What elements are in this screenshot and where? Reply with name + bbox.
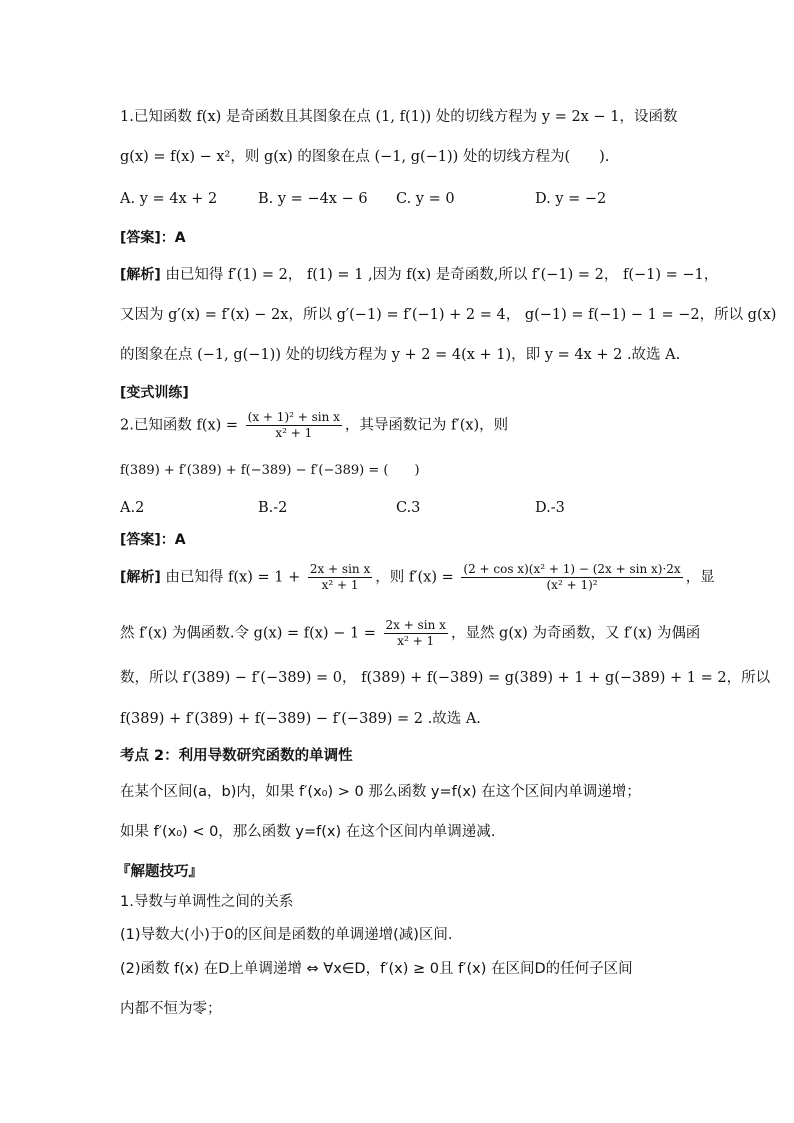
q2-fraction-numerator: (x + 1)² + sin x <box>247 410 340 424</box>
q2-solution-fraction-3-numerator: 2x + sin x <box>385 618 446 632</box>
q1-solution-line-1 <box>120 265 718 285</box>
variant-training-label: [变式训练] <box>120 385 189 401</box>
q2-answer: [答案]：A <box>120 532 186 548</box>
tips-heading: 『解题技巧』 <box>116 864 203 880</box>
q1-solution-line-3: 的图象在点 (−1, g(−1)) 处的切线方程为 y + 2 = 4(x + 1)，即 y = 4x + 2 .故选 A. <box>120 347 681 363</box>
q2-option-c: C.3 <box>396 500 421 516</box>
q2-solution-1-mid: ，则 f′(x) = <box>375 569 459 586</box>
q2-solution-1-post: ，显 <box>685 569 715 586</box>
q2-solution-fraction-1 <box>308 562 372 593</box>
q2-solution-fraction-2-numerator: (2 + cos x)(x² + 1) − (2x + sin x)·2x <box>463 562 681 576</box>
q2-solution-line-2 <box>120 618 700 649</box>
q2-solution-fraction-2 <box>461 562 682 593</box>
q2-solution-label: [解析] <box>120 569 161 586</box>
q2-solution-fraction-1-numerator: 2x + sin x <box>309 562 371 576</box>
q2-solution-1-pre: 由已知得 f(x) = 1 + <box>160 569 305 586</box>
q2-fraction-denominator: x² + 1 <box>275 426 313 440</box>
q1-answer: [答案]：A <box>120 230 186 246</box>
q2-solution-line-3: 数，所以 f′(389) − f′(−389) = 0， f(389) + f(−389) = g(389) + 1 + g(−389) + 1 = 2，所以 <box>120 670 771 686</box>
section-line-2: 如果 f′(x₀) < 0，那么函数 y=f(x) 在这个区间内单调递减. <box>120 824 496 840</box>
q2-solution-line-1 <box>120 562 715 593</box>
q1-option-d: D. y = −2 <box>535 191 607 207</box>
q2-line-1-pre: 2.已知函数 f(x) = <box>120 417 243 434</box>
q1-solution-line-2: 又因为 g′(x) = f′(x) − 2x，所以 g′(−1) = f′(−1) + 2 = 4， g(−1) = f(−1) − 1 = −2，所以 g(x) <box>120 307 777 323</box>
section-heading: 考点 2：利用导数研究函数的单调性 <box>120 748 353 764</box>
q2-fraction <box>246 410 342 441</box>
q1-solution-text-1: 由已知得 f′(1) = 2， f(1) = 1 ,因为 f(x) 是奇函数,所以 f′(−1) = 2， f(−1) = −1， <box>160 267 719 283</box>
q1-line-1: 1.已知函数 f(x) 是奇函数且其图象在点 (1, f(1)) 处的切线方程为 y = 2x − 1，设函数 <box>120 109 678 125</box>
q1-solution-label: [解析] <box>120 267 161 283</box>
q2-solution-fraction-1-denominator: x² + 1 <box>321 578 359 592</box>
q2-option-a: A.2 <box>120 500 145 516</box>
q2-solution-fraction-3 <box>384 618 448 649</box>
tip-line-4: 内都不恒为零； <box>120 1001 222 1017</box>
q2-line-1 <box>120 410 508 441</box>
q2-solution-fraction-2-denominator: (x² + 1)² <box>546 578 598 592</box>
q1-option-a: A. y = 4x + 2 <box>120 191 218 207</box>
q2-solution-line-4: f(389) + f′(389) + f(−389) − f′(−389) = 2 .故选 A. <box>120 711 481 727</box>
q2-solution-fraction-3-denominator: x² + 1 <box>397 634 435 648</box>
section-line-1: 在某个区间(a，b)内，如果 f′(x₀) > 0 那么函数 y=f(x) 在这个区间内单调递增； <box>120 784 641 800</box>
q2-solution-2-post: ，显然 g(x) 为奇函数，又 f′(x) 为偶函 <box>450 625 701 642</box>
q2-line-2: f(389) + f′(389) + f(−389) − f′(−389) = ( ) <box>120 463 420 478</box>
q1-line-2: g(x) = f(x) − x²，则 g(x) 的图象在点 (−1, g(−1)) 处的切线方程为( ). <box>120 149 610 165</box>
tip-line-2: (1)导数大(小)于0的区间是函数的单调递增(减)区间. <box>120 927 453 943</box>
tip-line-1: 1.导数与单调性之间的关系 <box>120 894 294 910</box>
q2-option-b: B.-2 <box>258 500 288 516</box>
tip-line-3: (2)函数 f(x) 在D上单调递增 ⇔ ∀x∈D，f′(x) ≥ 0且 f′(x) 在区间D的任何子区间 <box>120 961 633 977</box>
q1-option-b: B. y = −4x − 6 <box>258 191 368 207</box>
q1-option-c: C. y = 0 <box>396 191 455 207</box>
q2-solution-2-pre: 然 f′(x) 为偶函数.令 g(x) = f(x) − 1 = <box>120 625 381 642</box>
q2-option-d: D.-3 <box>535 500 565 516</box>
q2-line-1-post: ，其导函数记为 f′(x)，则 <box>344 417 509 434</box>
